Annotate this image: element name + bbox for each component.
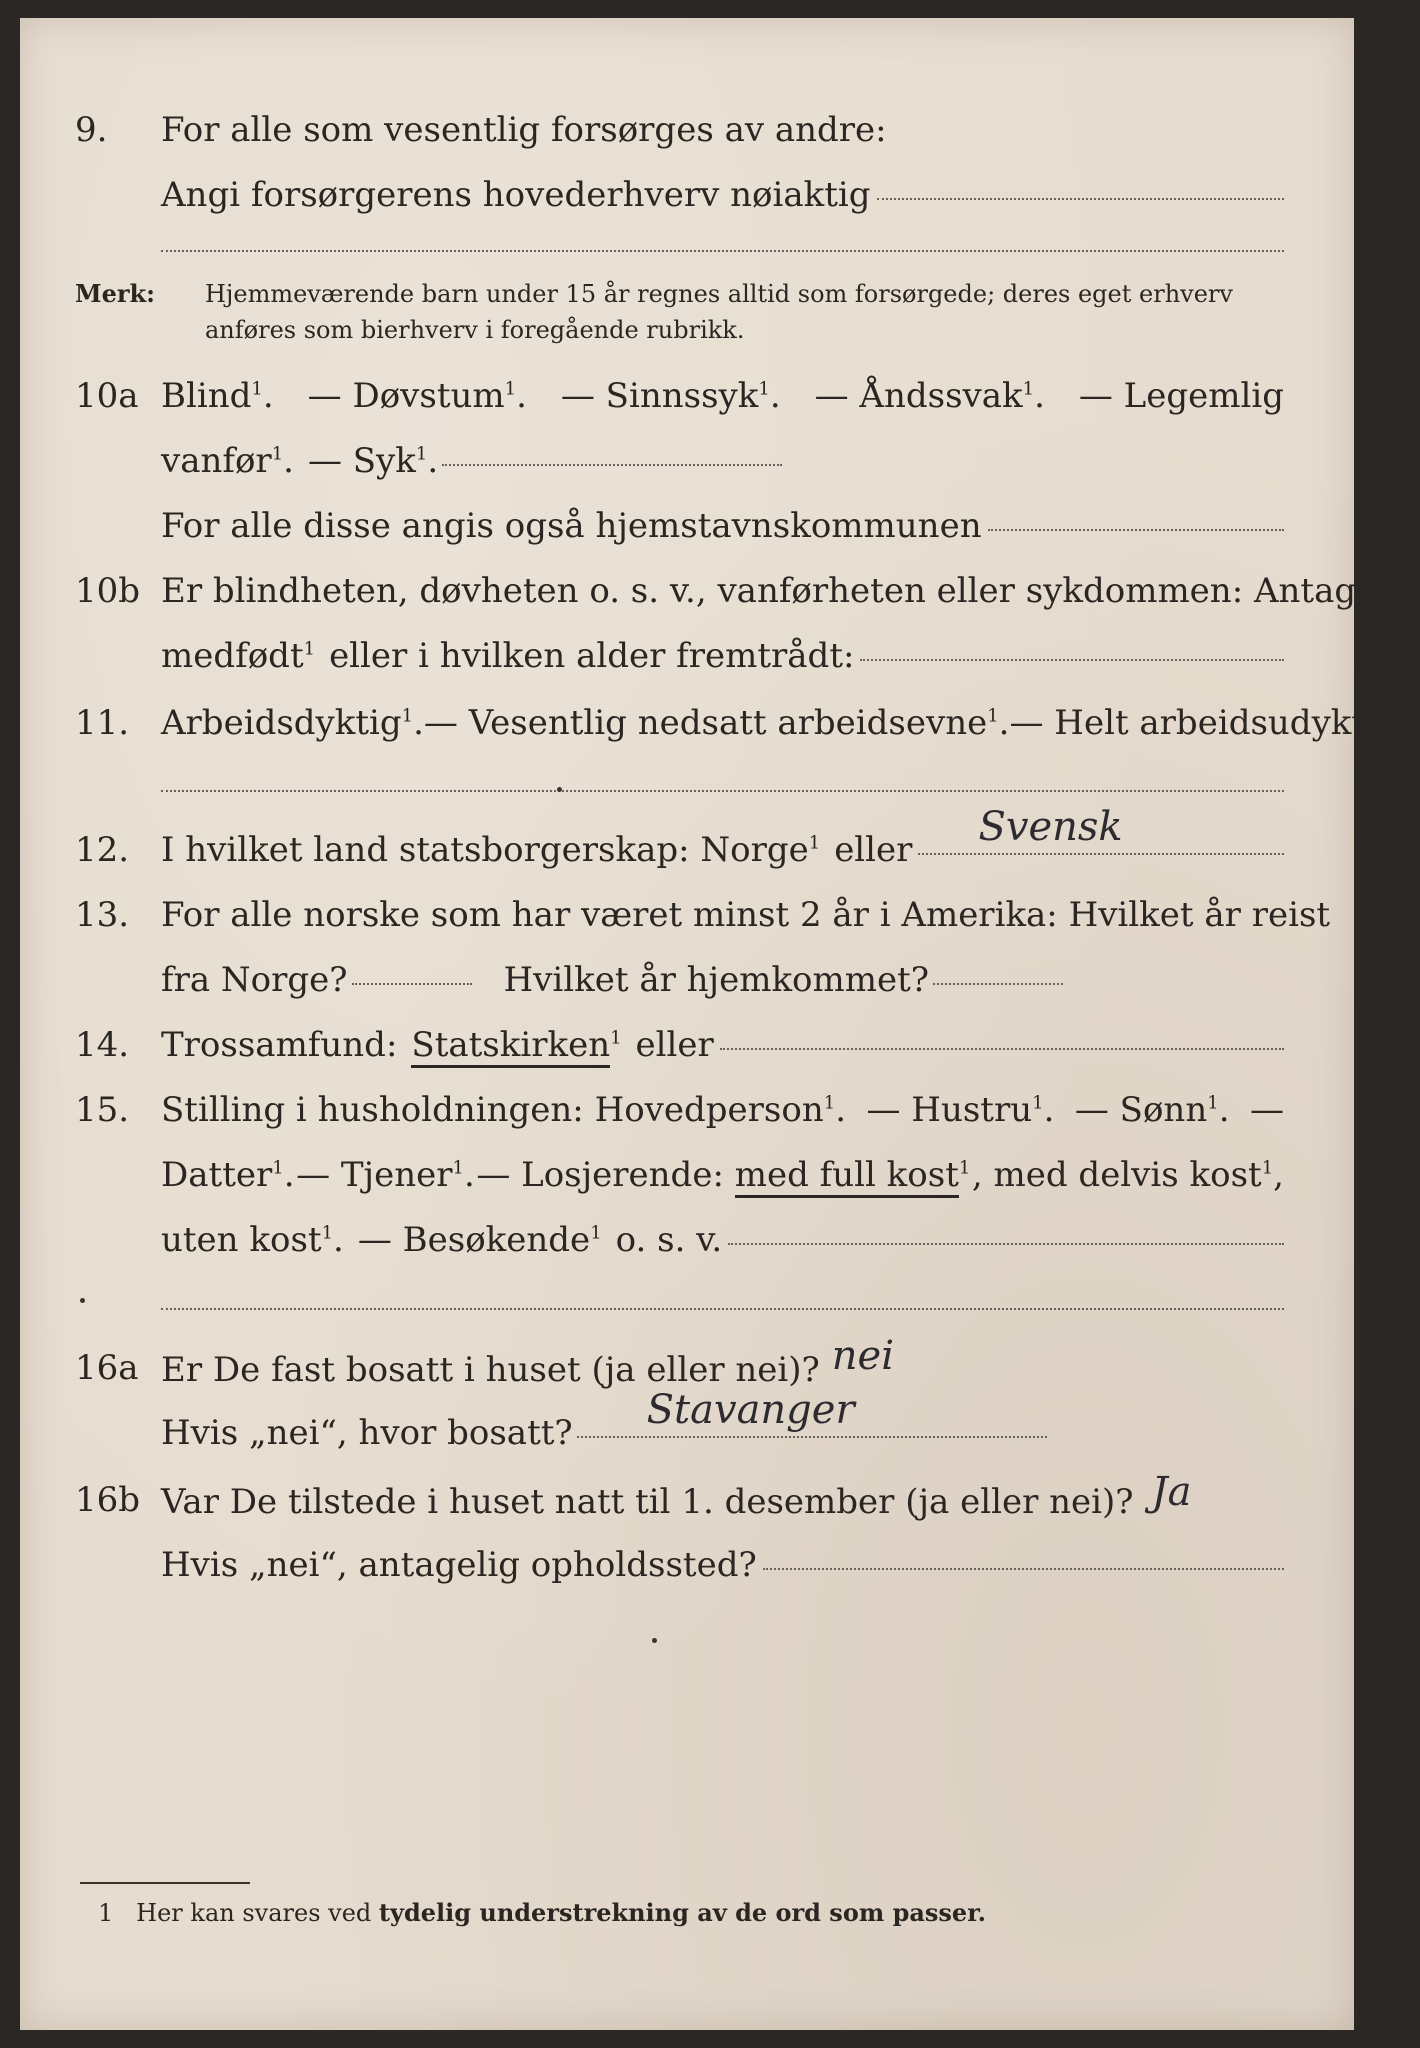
q12-number: 12. — [75, 830, 130, 870]
q13-hjemkommet-label: Hvilket år hjemkommet? — [503, 960, 930, 1000]
q13-number: 13. — [75, 895, 130, 935]
q15-answer-field[interactable] — [728, 1243, 1284, 1245]
q13-reist-label: fra Norge? — [161, 960, 348, 1000]
q16b-question: Var De tilstede i huset natt til 1. desember (ja eller nei)? — [161, 1482, 1134, 1522]
q14-number: 14. — [75, 1025, 130, 1065]
footnote-rule — [80, 1882, 250, 1884]
option-tjener: — Tjener$^1$. — [296, 1155, 475, 1195]
q13-hjemkommet-field[interactable] — [933, 983, 1063, 985]
q16b-handwritten-answer: Ja — [1151, 1469, 1192, 1515]
option-statskirken: Statskirken$^1$ — [411, 1025, 621, 1065]
option-hovedperson: Stilling i husholdningen: Hovedperson$^1$. — [161, 1090, 846, 1130]
option-datter: Datter$^1$. — [161, 1155, 295, 1195]
q10b-alder-field[interactable] — [860, 659, 1284, 661]
q13-question: For alle norske som har været minst 2 år i Amerika: Hvilket år reist — [161, 895, 1331, 935]
option-legemlig[interactable]: — Legemlig — [1078, 376, 1284, 416]
merk-label: Merk: — [75, 279, 155, 308]
option-besokende: — Besøkende$^1$ — [357, 1220, 602, 1260]
q9-question-line2: Angi forsørgerens hovederhverv nøiaktig — [161, 175, 871, 215]
option-arbeidsudyktig: — Helt arbeidsudyktig$^1$. — [1009, 703, 1420, 743]
q16a-question: Er De fast bosatt i huset (ja eller nei)? — [161, 1350, 820, 1390]
q12-handwritten-answer: Svensk — [978, 804, 1123, 850]
q10b-alder-label: eller i hvilken alder fremtrådt: — [329, 636, 855, 676]
option-hustru: — Hustru$^1$. — [866, 1090, 1055, 1130]
q10a-hjemstavn-field[interactable] — [988, 529, 1284, 531]
q9-question: For alle som vesentlig forsørges av andre: — [161, 110, 887, 150]
q10a-number: 10a — [75, 376, 139, 416]
ink-speck — [652, 1638, 657, 1643]
q9-extra-line[interactable] — [161, 250, 1284, 252]
option-blind: Blind$^1$. — [161, 376, 274, 416]
q15-number: 15. — [75, 1090, 130, 1130]
footnote-bold-text: tydelig understrekning av de ord som passer. — [378, 1898, 986, 1927]
q13-reist-field[interactable] — [352, 983, 472, 985]
q15-dash: — — [1249, 1090, 1284, 1130]
q10b-number: 10b — [75, 571, 141, 611]
q15-osv: o. s. v. — [615, 1220, 723, 1260]
option-uten-kost: uten kost$^1$. — [161, 1220, 344, 1260]
q16b-opholdssted-label: Hvis „nei“, antagelig opholdssted? — [161, 1545, 757, 1585]
option-syk: — Syk$^1$. — [307, 441, 439, 481]
q14-label: Trossamfund: — [161, 1025, 398, 1065]
q10a-hjemstavn-label: For alle disse angis også hjemstavnskommunen — [161, 506, 982, 546]
option-medfodt: medfødt$^1$ — [161, 636, 316, 676]
q16a-bosatt-label: Hvis „nei“, hvor bosatt? — [161, 1413, 573, 1453]
q14-eller: eller — [635, 1025, 714, 1065]
q12-question: I hvilket land statsborgerskap: Norge$^1$ — [161, 830, 821, 870]
option-sinnssyk: — Sinnssyk$^1$. — [560, 376, 781, 416]
q16a-handwritten-place: Stavanger — [646, 1387, 855, 1433]
q12-answer-field[interactable] — [918, 804, 1284, 855]
q10b-question: Er blindheten, døvheten o. s. v., vanførheten eller sykdommen: Antagelig — [161, 571, 1420, 611]
ink-speck — [557, 787, 562, 792]
footnote-text: Her kan svares ved — [136, 1899, 372, 1927]
option-sonn: — Sønn$^1$. — [1074, 1090, 1230, 1130]
option-andssvak: — Åndssvak$^1$. — [814, 376, 1045, 416]
q15-extra-line[interactable] — [161, 1308, 1284, 1310]
q11-number: 11. — [75, 703, 130, 743]
q9-answer-field[interactable] — [877, 198, 1284, 200]
census-form-page — [20, 18, 1420, 2030]
merk-text: Hjemmeværende barn under 15 år regnes alltid som forsørgede; deres eget erhverv anføres som bierhverv i foregående rubrikk. — [205, 280, 1233, 344]
option-losjerende: — Losjerende: med full kost$^1$ — [476, 1155, 970, 1195]
option-delvis-kost: , med delvis kost$^1$, — [971, 1155, 1284, 1195]
option-nedsatt-arbeidsevne: — Vesentlig nedsatt arbeidsevne$^1$. — [423, 703, 1010, 743]
ink-speck — [80, 1298, 85, 1303]
option-dovstum: — Døvstum$^1$. — [307, 376, 527, 416]
q9-number: 9. — [75, 110, 108, 150]
q11-extra-line[interactable] — [161, 790, 1284, 792]
option-arbeidsdyktig: Arbeidsdyktig$^1$. — [161, 703, 424, 743]
q16a-bosatt-field[interactable] — [577, 1387, 1047, 1438]
q16a-handwritten-answer: nei — [831, 1333, 895, 1379]
q16b-opholdssted-field[interactable] — [763, 1568, 1284, 1570]
footnote — [98, 1898, 986, 1927]
q16a-number: 16a — [75, 1348, 139, 1388]
footnote-mark: 1 — [98, 1899, 114, 1927]
q10a-answer-field[interactable] — [442, 464, 782, 466]
q12-eller: eller — [834, 830, 913, 870]
option-vanfor: vanfør$^1$. — [161, 441, 294, 481]
q16b-number: 16b — [75, 1480, 141, 1520]
q14-answer-field[interactable] — [720, 1048, 1284, 1050]
